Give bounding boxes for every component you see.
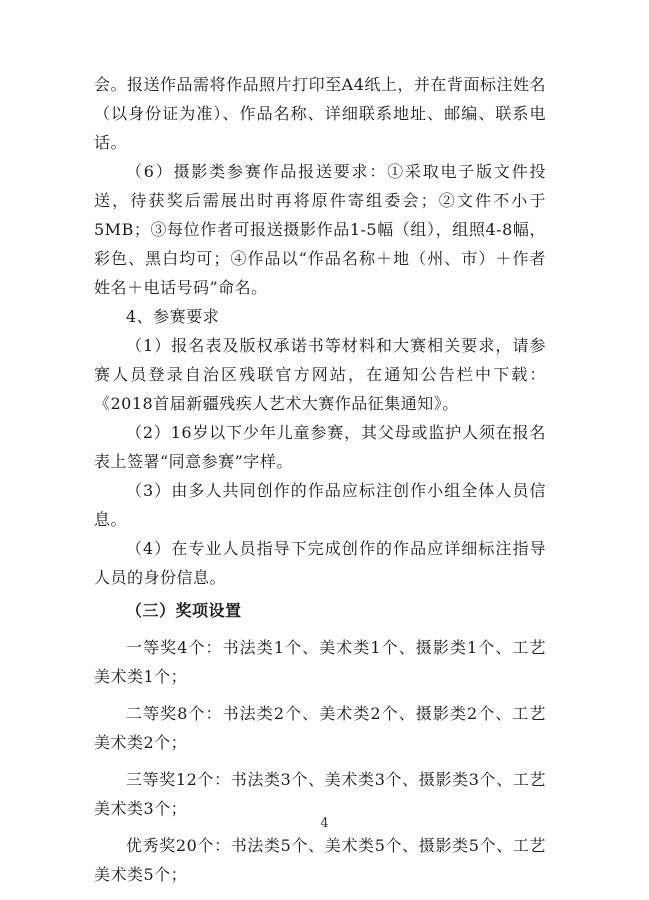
paragraph-submission-print: 会。报送作品需将作品照片打印至A4纸上，并在背面标注姓名（以身份证为准）、作品名称、详细联系地址、邮编、联系电话。 <box>94 75 546 152</box>
paragraph-first-prize: 一等奖4个：书法类1个、美术类1个、摄影类1个、工艺美术类1个； <box>94 638 546 686</box>
document-body <box>94 70 546 889</box>
section-heading-participation-requirements: 4、参赛要求 <box>126 307 220 326</box>
paragraph-minor-participants: （2）16岁以下少年儿童参赛，其父母或监护人须在报名表上签署“同意参赛”字样。 <box>94 423 546 471</box>
paragraph-second-prize: 二等奖8个：书法类2个、美术类2个、摄影类2个、工艺美术类2个； <box>94 704 546 752</box>
page-number: 4 <box>320 816 329 831</box>
paragraph-excellence-prize: 优秀奖20个：书法类5个、美术类5个、摄影类5个、工艺美术类5个； <box>94 836 546 884</box>
paragraph-group-works: （3）由多人共同创作的作品应标注创作小组全体人员信息。 <box>94 481 546 529</box>
paragraph-photography-requirements: （6）摄影类参赛作品报送要求：①采取电子版文件投送，待获奖后需展出时再将原件寄组委会；②文件不小于5MB；③每位作者可报送摄影作品1-5幅（组），组照4-8幅，彩色、黑白均可；④作品以“作品名称＋地（州、市）＋作者姓名＋电话号码”命名。 <box>94 162 546 297</box>
paragraph-registration-form: （1）报名表及版权承诺书等材料和大赛相关要求，请参赛人员登录自治区残联官方网站，在通知公告栏中下载：《2018首届新疆残疾人艺术大赛作品征集通知》。 <box>94 336 546 413</box>
section-heading-awards: （三）奖项设置 <box>126 601 242 620</box>
paragraph-guided-works: （4）在专业人员指导下完成创作的作品应详细标注指导人员的身份信息。 <box>94 539 546 587</box>
paragraph-third-prize: 三等奖12个：书法类3个、美术类3个、摄影类3个、工艺美术类3个； <box>94 770 546 818</box>
